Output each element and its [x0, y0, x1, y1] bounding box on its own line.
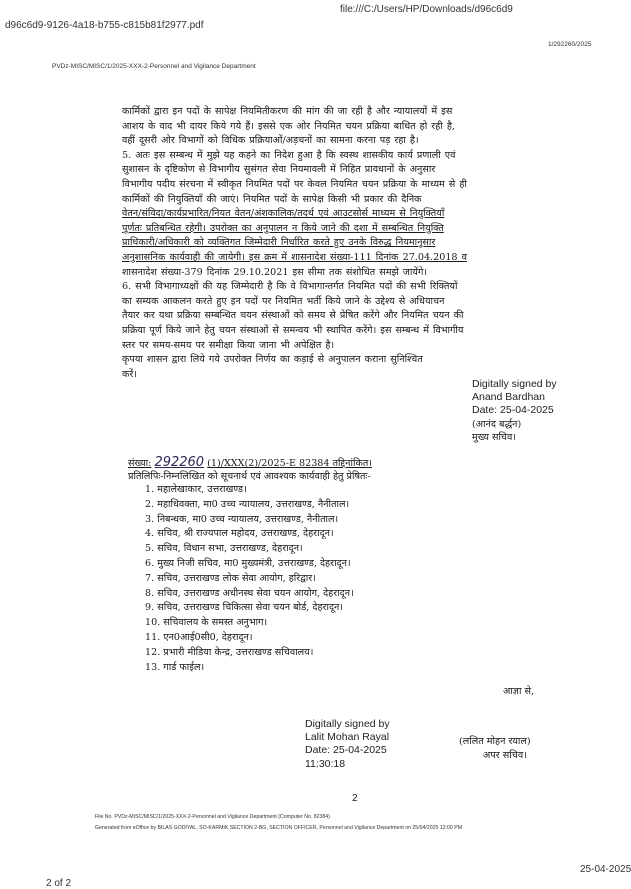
body-line: 5. अतः इस सम्बन्ध में मुझे यह कहने का निदेश हुआ है कि स्वस्थ शासकीय कार्य प्रणाली एवं [122, 149, 456, 161]
body-line: वहीं दूसरी ओर विभागों को विधिक प्रक्रियाओं/अड़चनों का सामना करना पड़ रहा है। [122, 135, 419, 147]
body-line-underlined: वेतन/संविदा/कार्यप्रभारित/नियत वेतन/अंशकालिक/तदर्थ एवं आउटसोर्स माध्यम से नियुक्तियाँ [122, 208, 445, 220]
sig-line: Date: 25-04-2025 [305, 744, 387, 757]
digital-signature-chief-secretary [472, 378, 557, 444]
list-item: 13. गार्ड फाईल। [145, 661, 205, 673]
sig-line: Anand Bardhan [472, 391, 545, 404]
corner-date: 25-04-2025 [580, 864, 631, 875]
body-line: कार्मिकों द्वारा इन पदों के सापेक्ष नियमितीकरण की मांग की जा रही है और न्यायालयों में इस [122, 106, 453, 117]
body-line-underlined: अनुशासनिक कार्यवाही की जायेगी। इस क्रम में शासनादेश संख्या-111 दिनांक 27.04.2018 व [122, 251, 467, 263]
list-item: 10. सचिवालय के समस्त अनुभाग। [145, 617, 268, 629]
body-line-underlined: प्राधिकारी/अधिकारी को व्यक्तिगत जिम्मेदारी निर्धारित करते हुए उनके विरुद्ध नियमानुसार [122, 237, 436, 249]
list-item: 2. महाधिवक्ता, मा0 उच्च न्यायालय, उत्तराखण्ड, नैनीताल। [145, 498, 350, 510]
body-line: सुशासन के दृष्टिकोण से विभागीय सुसंगत सेवा नियमावली में निहित प्रावधानों के अनुसार [122, 164, 436, 176]
letter-body [122, 105, 542, 382]
body-line: स्तर पर समय-समय पर समीक्षा किया जाना भी अपेक्षित है। [122, 339, 335, 351]
list-item: 6. मुख्य निजी सचिव, मा0 मुख्यमंत्री, उत्तराखण्ड, देहरादून। [145, 557, 351, 569]
computer-number: 1/292260/2025 [548, 41, 592, 48]
copy-recipients-list [145, 483, 354, 675]
body-line: का सम्यक आकलन करते हुए इन पदों पर नियमित भर्ती किये जाने के उद्देश्य से अधियाचन [122, 295, 445, 307]
sig-line: 11:30:18 [305, 757, 346, 770]
footer-file-info: File No. PVDz-MISC/MISC/1/2025-XXX-2-Personnel and Vigilance Department (Computer No. 82384) [95, 814, 330, 820]
body-line: कृपया शासन द्वारा लिये गये उपरोक्त निर्णय का कड़ाई से अनुपालन कराना सुनिश्चित [122, 354, 423, 366]
body-line: विभागीय पदीय संरचना में स्वीकृत नियमित पदों पर केवल नियमित चयन प्रक्रिया के माध्यम से ही [122, 178, 467, 190]
sig-line: Date: 25-04-2025 [472, 404, 554, 417]
page-number: 2 [352, 793, 358, 804]
signer-name: (ललित मोहन रयाल) [459, 736, 531, 747]
sig-line: Lalit Mohan Rayal [305, 731, 390, 744]
page-indicator: 2 of 2 [46, 878, 72, 889]
sankhya-rest: (1)/XXX(2)/2025-E 82384 तद्दिनांकित। [207, 458, 372, 469]
footer-generated-info: Generated from eOffice by BILAS GODIYAL, SO-KARMIK SECTION 2-BG, SECTION OFFICER, Personnel and Vigilance Department on 25/04/2025 12:00 PM [95, 825, 463, 831]
designation: मुख्य सचिव। [472, 431, 516, 443]
body-line-underlined: पूर्णतः प्रतिबन्धित रहेगी। उपरोक्त का अनुपालन न किये जाने की दशा में सम्बन्धित नियुक्ति [122, 222, 444, 234]
list-item: 9. सचिव, उत्तराखण्ड चिकित्सा सेवा चयन बोर्ड, देहरादून। [145, 602, 344, 614]
copy-forwarded-heading: प्रतिलिपिः-निम्नलिखित को सूचनार्थ एवं आवश्यक कार्यवाही हेतु प्रेषितः- [128, 471, 371, 482]
body-line: 6. सभी विभागाध्यक्षों की यह जिम्मेदारी है कि वे विभागान्तर्गत नियमित पदों की सभी रिक्तियों [122, 281, 458, 293]
list-item: 4. सचिव, श्री राज्यपाल महोदय, उत्तराखण्ड, देहरादून। [145, 528, 334, 540]
list-item: 8. सचिव, उत्तराखण्ड अधीनस्थ सेवा चयन आयोग, देहरादून। [145, 587, 354, 599]
body-line: शासनादेश संख्या-379 दिनांक 29.10.2021 इस सीमा तक संशोधित समझे जायेंगे। [122, 266, 428, 278]
body-line: करें। [122, 368, 137, 380]
file-name: d96c6d9-9126-4a18-b755-c815b81f2977.pdf [5, 20, 204, 31]
list-item: 7. सचिव, उत्तराखण्ड लोक सेवा आयोग, हरिद्वार। [145, 572, 316, 584]
list-item: 11. एन0आई0सी0, देहरादून। [145, 631, 253, 643]
sig-line: (आनंद बर्द्धन) [472, 418, 522, 430]
list-item: 5. सचिव, विधान सभा, उत्तराखण्ड, देहरादून। [145, 543, 303, 555]
file-url: file:///C:/Users/HP/Downloads/d96c6d9 [340, 4, 513, 15]
sig-line: Digitally signed by [305, 718, 390, 730]
list-item: 12. प्रभारी मीडिया केन्द्र, उत्तराखण्ड सचिवालय। [145, 646, 314, 658]
body-line: कार्मिकों की नियुक्तियाँ की जाएं। नियमित पदों के सापेक्ष किसी भी प्रकार की दैनिक [122, 193, 422, 205]
sig-line: Digitally signed by [472, 378, 557, 390]
signer-designation: अपर सचिव। [483, 750, 527, 761]
by-order: आज्ञा से, [503, 686, 535, 697]
digital-signature-additional-secretary [305, 718, 390, 771]
file-reference: PVDz-MISC/MISC/1/2025-XXX-2-Personnel and Vigilance Department [52, 63, 256, 70]
body-line: तैयार कर यथा प्रक्रिया सम्बन्धित चयन संस्थाओं को समय से प्रेषित करेंगे और नियमित चयन की [122, 310, 464, 322]
list-item: 3. निबन्धक, मा0 उच्च न्यायालय, उत्तराखण्ड, नैनीताल। [145, 513, 339, 525]
reference-number-line [128, 455, 372, 470]
handwritten-number: 292260 [154, 455, 205, 470]
list-item: 1. महालेखाकार, उत्तराखण्ड। [145, 484, 247, 495]
body-line: प्रक्रिया पूर्ण किये जाने हेतु चयन संस्थाओं से समन्वय भी स्थापित करेंगे। इस सम्बन्ध में विभागीय [122, 324, 464, 336]
body-line: आशय के वाद भी दायर किये गये हैं। इससे एक ओर नियमित चयन प्रक्रिया बाधित हो रही है, [122, 120, 455, 132]
sankhya-label: संख्या: [128, 458, 152, 469]
